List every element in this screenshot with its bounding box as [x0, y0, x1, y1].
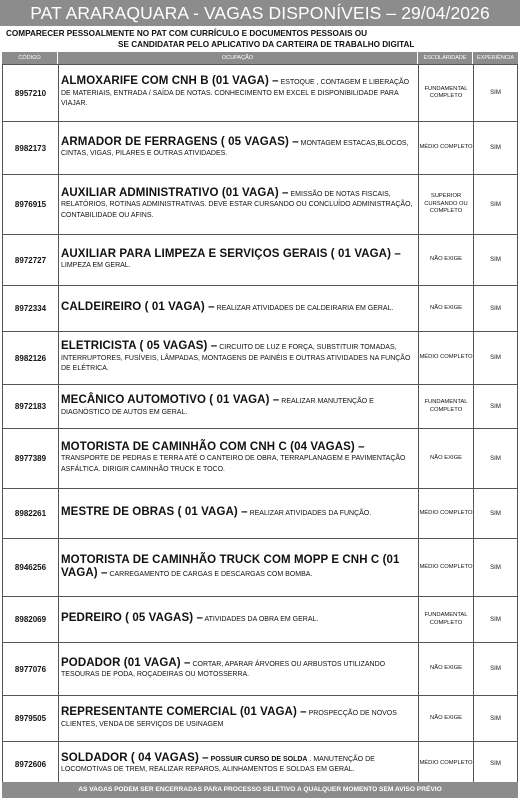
education-cell: FUNDAMENTAL COMPLETO: [418, 384, 473, 428]
education-cell: FUNDAMENTAL COMPLETO: [418, 64, 473, 121]
job-title: SOLDADOR ( 04 VAGAS) –: [61, 751, 209, 764]
header-experience: EXPERIÊNCIA: [473, 52, 518, 64]
job-title: ARMADOR DE FERRAGENS ( 05 VAGAS) –: [61, 135, 299, 148]
job-description: CARREGAMENTO DE CARGAS E DESCARGAS COM BOMBA.: [109, 570, 313, 578]
job-description: CORTAR, APARAR ÁRVORES OU ARBUSTOS UTILIZANDO TESOURAS DE PODA, ROÇADEIRAS OU MOTOSSERRA.: [61, 660, 386, 678]
job-title: PEDREIRO ( 05 VAGAS) –: [61, 612, 203, 625]
experience-cell: SIM: [473, 174, 518, 234]
header-code: CÓDIGO: [2, 52, 57, 64]
occupation-text: [61, 555, 414, 580]
job-description: EMISSÃO DE NOTAS FISCAIS, RELATÓRIOS, ROTINAS ADMINISTRATIVAS. DEVE ESTAR CURSANDO OU CONCLUÍDO ADMINISTRAÇÃO, CONTABILIDADE OU AFINS.: [61, 190, 413, 219]
occupation-text: [61, 76, 414, 110]
experience-cell: SIM: [473, 121, 518, 174]
job-description: LIMPEZA EM GERAL.: [61, 262, 131, 269]
education-cell: NÃO EXIGE: [418, 428, 473, 488]
job-title: AUXILIAR ADMINISTRATIVO (01 VAGA) –: [61, 186, 289, 199]
job-description: PROSPECÇÃO DE NOVOS CLIENTES, VENDA DE SERVIÇOS DE USINAGEM: [61, 710, 397, 728]
table-row: [0, 331, 520, 384]
job-code: 8972606: [2, 741, 58, 786]
experience-cell: SIM: [473, 538, 518, 596]
table-row: [0, 695, 520, 741]
job-description: MONTAGEM ESTACAS,BLOCOS, CINTAS, VIGAS, PILARES E OUTRAS ATIVIDADES.: [61, 139, 409, 157]
education-cell: MÉDIO COMPLETO: [418, 488, 473, 538]
job-code: 8957210: [2, 64, 58, 121]
experience-cell: SIM: [473, 64, 518, 121]
job-title: MOTORISTA DE CAMINHÃO COM CNH C (04 VAGAS) –: [61, 440, 365, 453]
job-description: TRANSPORTE DE PEDRAS E TERRA ATÉ O CANTEIRO DE OBRA, TERRAPLANAGEM E PAVIMENTAÇÃO ASFÁLTICA. DIRIGIR CAMINHÃO TRUCK E TOCO.: [61, 455, 406, 473]
job-code: 8977389: [2, 428, 58, 488]
occupation-cell: [58, 64, 418, 121]
occupation-cell: [58, 285, 418, 331]
occupation-cell: [58, 234, 418, 285]
job-description: REALIZAR ATIVIDADES DA FUNÇÃO.: [249, 510, 372, 518]
footer-notice: AS VAGAS PODEM SER ENCERRADAS PARA PROCESSO SELETIVO A QUALQUER MOMENTO SEM AVISO PRÉVIO: [2, 782, 518, 798]
experience-cell: SIM: [473, 384, 518, 428]
job-code: 8982069: [2, 596, 58, 642]
job-code: 8976915: [2, 174, 58, 234]
job-description: REALIZAR MANUTENÇÃO E DIAGNÓSTICO DE AUTOS EM GERAL.: [61, 398, 374, 416]
occupation-text: [61, 395, 414, 418]
experience-cell: SIM: [473, 596, 518, 642]
experience-cell: SIM: [473, 234, 518, 285]
table-row: [0, 174, 520, 234]
job-description: ATIVIDADES DA OBRA EM GERAL.: [204, 616, 319, 624]
occupation-cell: [58, 121, 418, 174]
job-requirement: POSSUIR CURSO DE SOLDA: [210, 755, 308, 763]
notice-line-2: SE CANDIDATAR PELO APLICATIVO DA CARTEIRA DE TRABALHO DIGITAL: [118, 40, 415, 49]
occupation-cell: [58, 642, 418, 695]
job-code: 8972727: [2, 234, 58, 285]
occupation-text: [61, 188, 414, 222]
job-code: 8946256: [2, 538, 58, 596]
job-code: 8982126: [2, 331, 58, 384]
job-code: 8979505: [2, 695, 58, 741]
job-code: 8982173: [2, 121, 58, 174]
table-row: [0, 642, 520, 695]
job-description: REALIZAR ATIVIDADES DE CALDEIRARIA EM GERAL.: [216, 305, 394, 313]
occupation-cell: [58, 741, 418, 786]
occupation-cell: [58, 428, 418, 488]
occupation-text: [61, 137, 414, 160]
job-description: CIRCUITO DE LUZ E FORÇA, SUBSTITUIR TOMADAS, INTERRUPTORES, FUSÍVEIS, LÂMPADAS, MONTAGENS DE PAINÉIS E OUTRAS ATIVIDADES NA FUNÇÃO DE ELÉTRICA.: [61, 344, 411, 373]
table-row: [0, 234, 520, 285]
job-title: AUXILIAR PARA LIMPEZA E SERVIÇOS GERAIS ( 01 VAGA) –: [61, 247, 401, 260]
occupation-cell: [58, 596, 418, 642]
header-occupation: OCUPAÇÃO: [58, 52, 417, 64]
table-row: [0, 384, 520, 428]
education-cell: FUNDAMENTAL COMPLETO: [418, 596, 473, 642]
occupation-text: [61, 341, 414, 375]
job-title: REPRESENTANTE COMERCIAL (01 VAGA) –: [61, 706, 307, 718]
job-code: 8972334: [2, 285, 58, 331]
education-cell: MÉDIO COMPLETO: [418, 741, 473, 786]
experience-cell: SIM: [473, 695, 518, 741]
notice-line-1: COMPARECER PESSOALMENTE NO PAT COM CURRÍCULO E DOCUMENTOS PESSOAIS OU: [6, 29, 368, 38]
table-row: [0, 741, 520, 786]
experience-cell: SIM: [473, 285, 518, 331]
occupation-cell: [58, 488, 418, 538]
education-cell: NÃO EXIGE: [418, 695, 473, 741]
table-row: [0, 428, 520, 488]
education-cell: NÃO EXIGE: [418, 285, 473, 331]
job-title: PODADOR (01 VAGA) –: [61, 656, 191, 669]
job-description: ESTOQUE , CONTAGEM E LIBERAÇÃO DE MATERIAIS, ENTRADA / SAÍDA DE NOTAS. CONHECIMENTO EM EXCEL E DISPONIBILIDADE PARA VIAJAR.: [61, 79, 410, 108]
experience-cell: SIM: [473, 428, 518, 488]
job-title: MESTRE DE OBRAS ( 01 VAGA) –: [61, 506, 248, 519]
occupation-cell: [58, 174, 418, 234]
experience-cell: SIM: [473, 488, 518, 538]
job-title: ALMOXARIFE COM CNH B (01 VAGA) –: [61, 75, 279, 88]
page-title: PAT ARARAQUARA - VAGAS DISPONÍVEIS – 29/04/2026: [0, 0, 520, 26]
job-title: MOTORISTA DE CAMINHÃO TRUCK COM MOPP E CNH C (01 VAGA) –: [61, 554, 400, 579]
education-cell: MÉDIO COMPLETO: [418, 331, 473, 384]
education-cell: MÉDIO COMPLETO: [418, 121, 473, 174]
job-code: 8972183: [2, 384, 58, 428]
header-education: ESCOLARIDADE: [418, 52, 472, 64]
experience-cell: SIM: [473, 331, 518, 384]
occupation-cell: [58, 695, 418, 741]
table-row: [0, 596, 520, 642]
job-title: MECÂNICO AUTOMOTIVO ( 01 VAGA) –: [61, 394, 280, 406]
job-code: 8977076: [2, 642, 58, 695]
education-cell: NÃO EXIGE: [418, 642, 473, 695]
experience-cell: SIM: [473, 642, 518, 695]
table-row: [0, 488, 520, 538]
table-row: [0, 121, 520, 174]
occupation-text: [61, 249, 414, 272]
occupation-text: [61, 707, 414, 730]
experience-cell: SIM: [473, 741, 518, 786]
table-row: [0, 285, 520, 331]
education-cell: MÉDIO COMPLETO: [418, 538, 473, 596]
occupation-text: [61, 302, 393, 315]
occupation-text: [61, 442, 414, 476]
job-code: 8982261: [2, 488, 58, 538]
occupation-text: [61, 658, 414, 681]
table-row: [0, 64, 520, 121]
job-title: ELETRICISTA ( 05 VAGAS) –: [61, 340, 218, 353]
education-cell: NÃO EXIGE: [418, 234, 473, 285]
application-notice: [0, 26, 520, 52]
job-title: CALDEIREIRO ( 01 VAGA) –: [61, 301, 215, 314]
occupation-cell: [58, 331, 418, 384]
education-cell: SUPERIOR CURSANDO OU COMPLETO: [418, 174, 473, 234]
occupation-cell: [58, 384, 418, 428]
job-description: . MANUTENÇÃO DE LOCOMOTIVAS DE TREM, REALIZAR REPAROS, ALINHAMENTOS E SOLDAS EM GERAL.: [61, 755, 375, 773]
occupation-text: [61, 753, 414, 776]
occupation-text: [61, 507, 371, 520]
occupation-text: [61, 613, 318, 626]
table-row: [0, 538, 520, 596]
occupation-cell: [58, 538, 418, 596]
